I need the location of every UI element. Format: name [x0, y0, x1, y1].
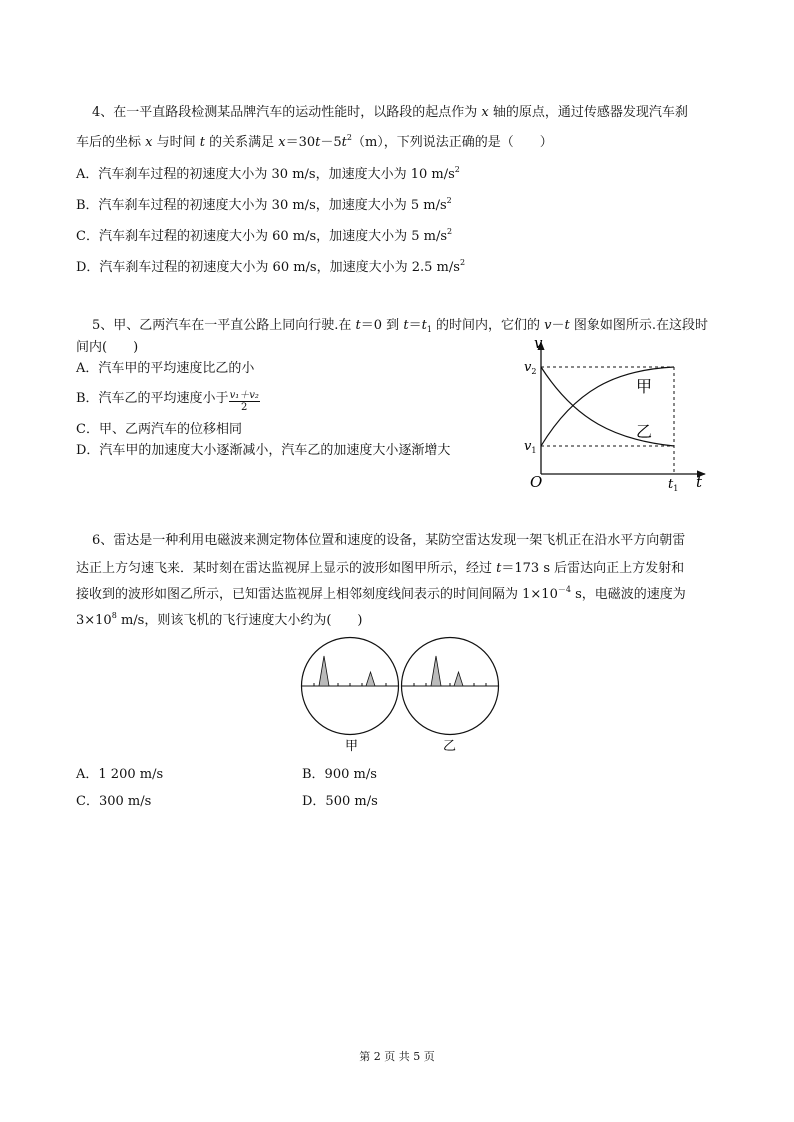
screen-yi-label: 乙 [443, 739, 457, 754]
x-axis-label: t [696, 473, 703, 491]
q6-option-a[interactable]: A．1 200 m/s [76, 767, 164, 782]
q6-stem-line4: $3\times 10^8$ m/s，则该飞机的飞行速度大小约为( ) [76, 611, 363, 628]
q6-stem-line2: 达正上方匀速飞来．某时刻在雷达监视屏上显示的波形如图甲所示，经过 t＝173 s 后雷达向正上方发射和 [76, 561, 685, 576]
q4-stem-line1: 4、在一平直路段检测某品牌汽车的运动性能时，以路段的起点作为 x 轴的原点，通过传感器发现汽车刹 [92, 105, 688, 120]
curve-yi-label: 乙 [636, 422, 653, 441]
curve-yi [541, 367, 674, 446]
q4-option-a[interactable]: A．汽车刹车过程的初速度大小为 30 m/s，加速度大小为 10 $m/s^2$ [76, 165, 460, 182]
q5-option-d[interactable]: D．汽车甲的加速度大小逐渐减小，汽车乙的加速度大小逐渐增大 [76, 443, 451, 458]
origin-label: O [530, 473, 543, 491]
curve-jia-label: 甲 [636, 377, 653, 396]
screen-jia-label: 甲 [345, 739, 359, 754]
v1-label: $v_1$ [524, 439, 537, 455]
q4-option-c[interactable]: C．汽车刹车过程的初速度大小为 60 m/s，加速度大小为 5 $m/s^2$ [76, 227, 453, 244]
q4-option-b[interactable]: B．汽车刹车过程的初速度大小为 30 m/s，加速度大小为 5 $m/s^2$ [76, 196, 452, 213]
q6-stem-line1: 6、雷达是一种利用电磁波来测定物体位置和速度的设备，某防空雷达发现一架飞机正在沿水平方向朝雷 [92, 533, 686, 548]
q5-stem-line2: 间内( ) [76, 340, 139, 355]
q4-option-d[interactable]: D．汽车刹车过程的初速度大小为 60 m/s，加速度大小为 2.5 $m/s^2$ [76, 258, 466, 275]
q5-option-c[interactable]: C．甲、乙两汽车的位移相同 [76, 422, 242, 437]
t1-label: $t_1$ [668, 477, 679, 493]
radar-screen-jia [302, 638, 399, 735]
v2-label: $v_2$ [524, 360, 537, 376]
q5-option-b[interactable]: B．汽车乙的平均速度小于 $\frac{\text{v₁＋v₂}}{2}$ [76, 390, 259, 413]
page-footer: 第 2 页 共 5 页 [359, 1050, 435, 1063]
vt-graph [520, 330, 720, 493]
curve-jia [541, 367, 674, 446]
q5-stem-line1: 5、甲、乙两汽车在一平直公路上同向行驶.在 t＝0 到 $t=t_1$ 的时间内，它们的 v－t 图象如图所示.在这段时 [92, 318, 709, 334]
radar-screen-yi [402, 638, 499, 735]
q6-option-d[interactable]: D．500 m/s [302, 794, 378, 809]
q4-stem-line2: 车后的坐标 x 与时间 t 的关系满足 $x=30t-5t^2(m)$，下列说法正确的是（ ） [76, 133, 553, 150]
q4-formula: $x=30t-5t^2$ [278, 133, 352, 150]
y-axis-label: v [534, 334, 543, 352]
q6-stem-line3: 接收到的波形如图乙所示，已知雷达监视屏上相邻刻度线间表示的时间间隔为 $1\times 10^{-4}$ s，电磁波的速度为 [76, 585, 686, 602]
average-velocity-fraction: $\frac{\text{v₁＋v₂}}{2}$ [229, 390, 259, 413]
q5-option-a[interactable]: A．汽车甲的平均速度比乙的小 [76, 361, 255, 376]
radar-screens-figure [300, 636, 500, 756]
q6-option-c[interactable]: C．300 m/s [76, 794, 152, 809]
q6-option-b[interactable]: B．900 m/s [302, 767, 377, 782]
